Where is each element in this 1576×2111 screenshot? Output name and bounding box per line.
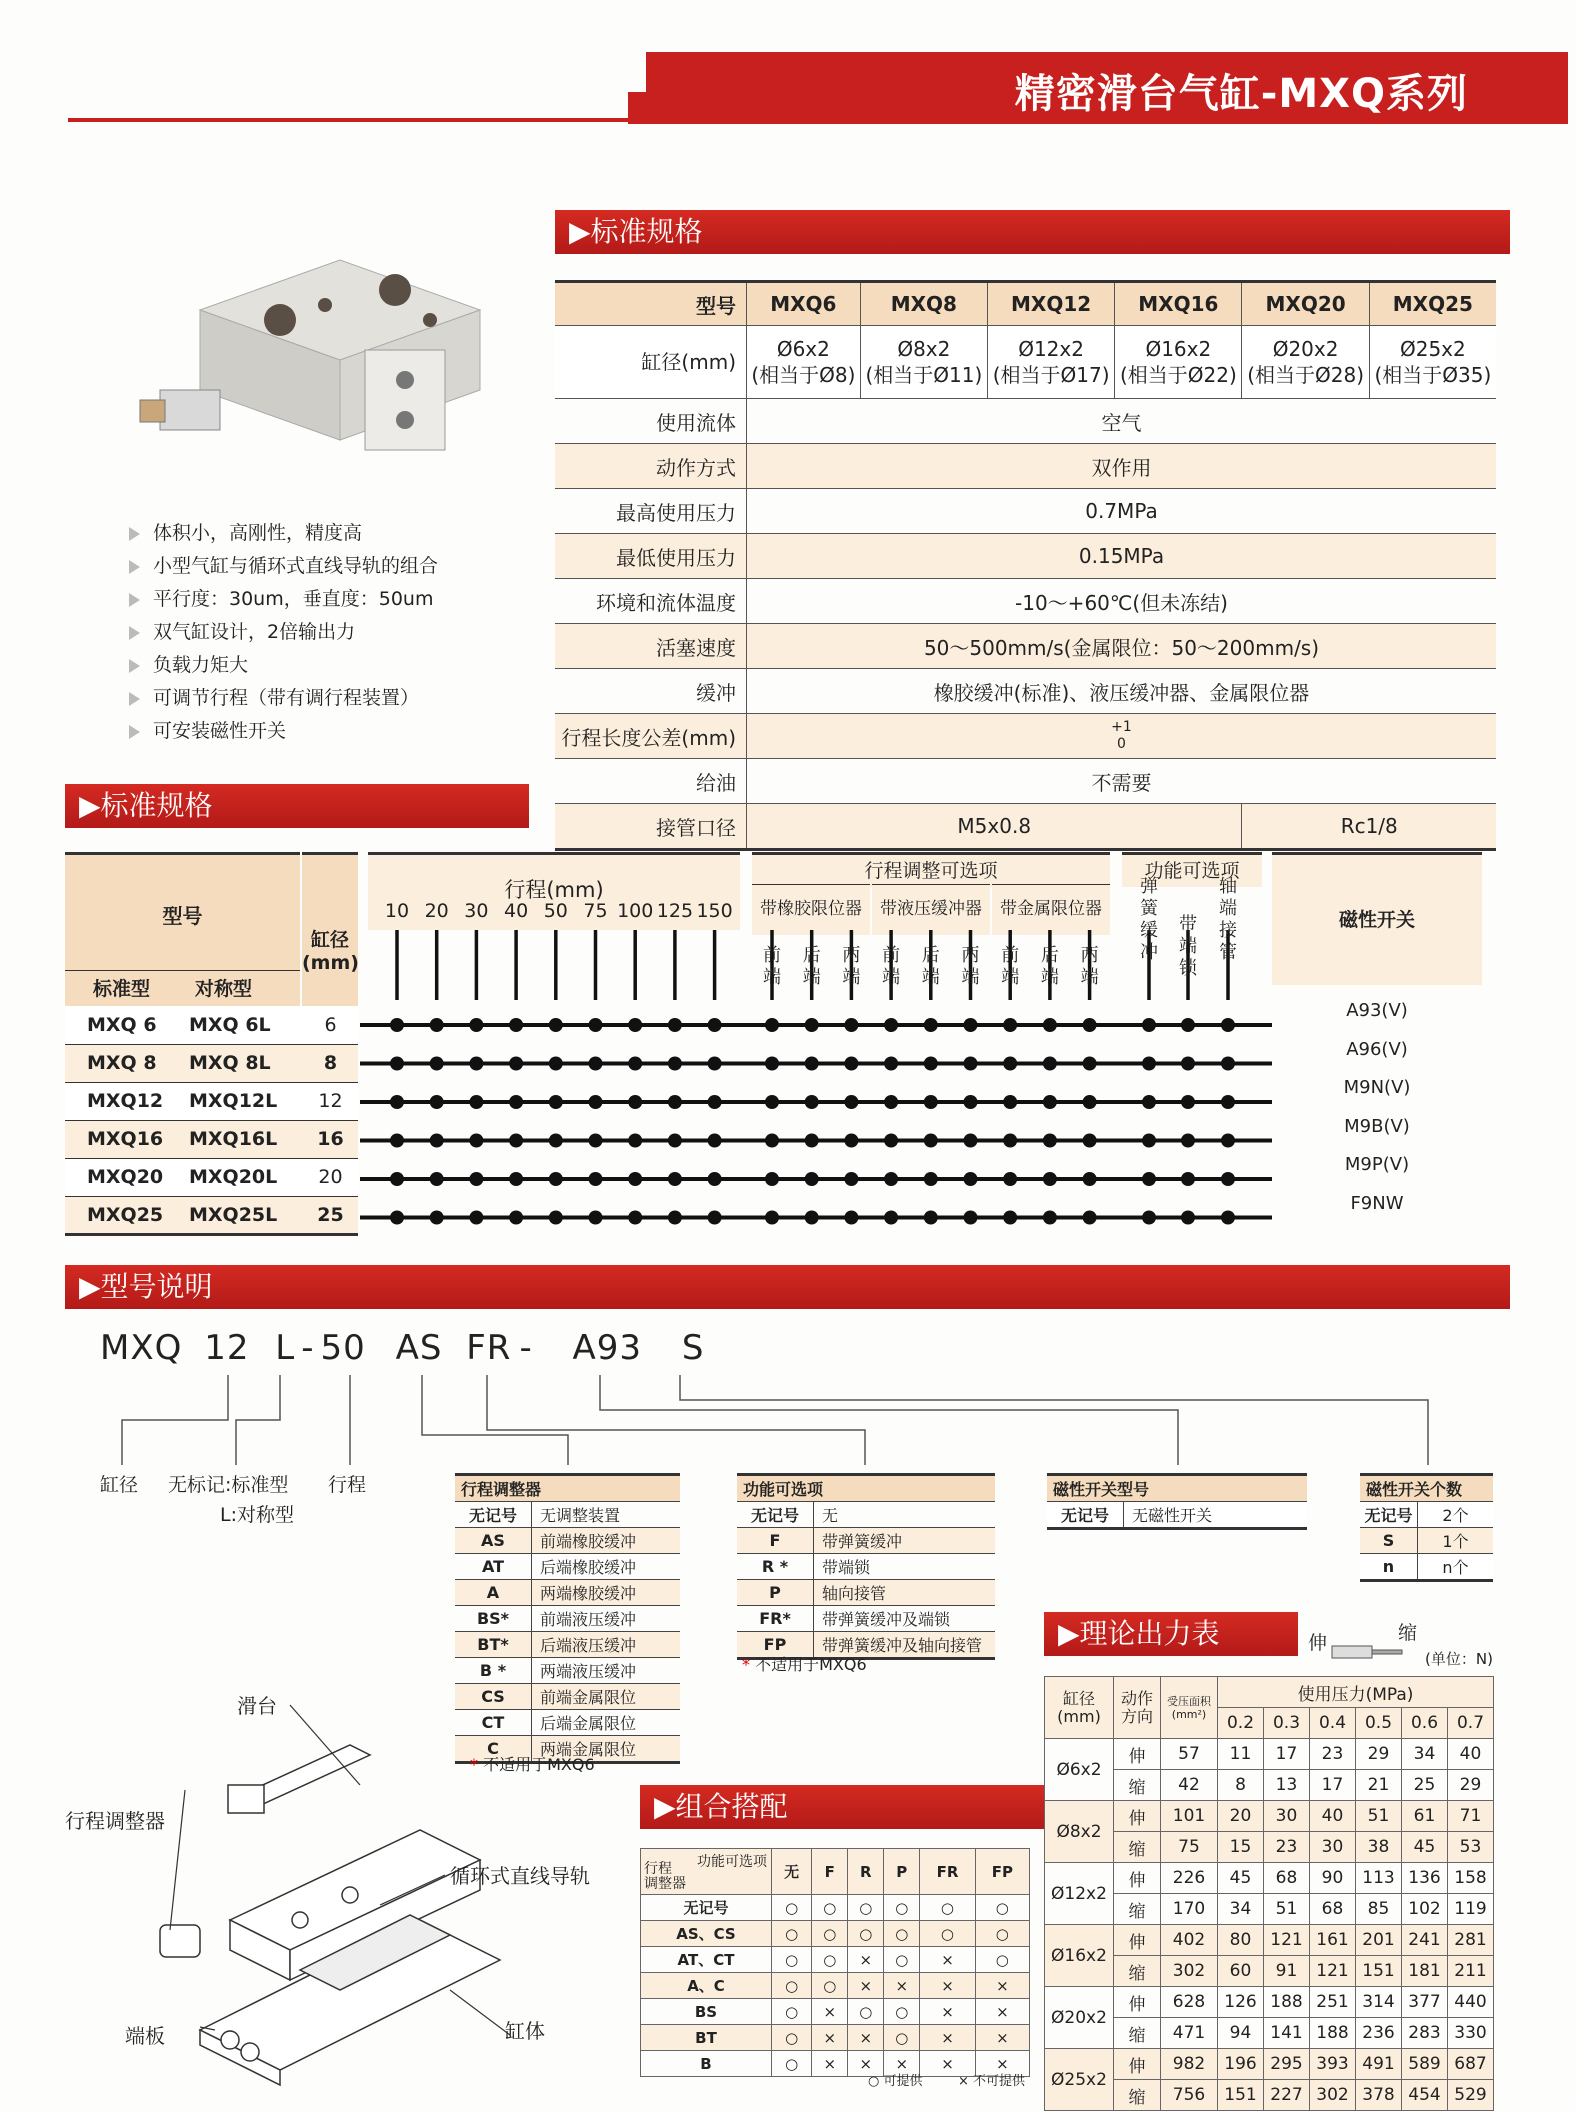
matrix-dot <box>884 1057 898 1071</box>
spec-bore: Ø16x2 (相当于Ø22) <box>1115 326 1242 399</box>
matrix-dot <box>549 1211 563 1225</box>
matrix-dot <box>1043 1172 1057 1186</box>
matrix-dot <box>708 1018 722 1032</box>
spec-row-value: 橡胶缓冲(标准)、液压缓冲器、金属限位器 <box>747 669 1497 714</box>
stroke-label: 10 <box>384 900 410 922</box>
matrix-dot <box>589 1095 603 1109</box>
adj-pos-label: 端 <box>921 967 940 988</box>
spec-model: MXQ6 <box>747 282 861 326</box>
func-label: 端 <box>1219 898 1237 919</box>
matrix-dot <box>469 1134 483 1148</box>
matrix-dot <box>1043 1018 1057 1032</box>
matrix-dot <box>805 1057 819 1071</box>
switch-item: M9P(V) <box>1344 1154 1410 1175</box>
stroke-label: 125 <box>656 900 694 922</box>
matrix-dot <box>628 1018 642 1032</box>
spec-bore: Ø12x2 (相当于Ø17) <box>987 326 1114 399</box>
spec-model: MXQ25 <box>1369 282 1496 326</box>
matrix-dot <box>884 1134 898 1148</box>
spec-row-value: 双作用 <box>747 444 1497 489</box>
adj-pos-label: 端 <box>842 967 861 988</box>
matrix-dot <box>1043 1095 1057 1109</box>
matrix-dot <box>1181 1018 1195 1032</box>
func-label: 管 <box>1219 942 1237 963</box>
combo-table: 功能可选项 行程 调整器 无 F R P FR FP 无记号 ○ ○ ○ ○ ○ ○ AS、CS ○ ○ ○ ○ ○ ○ AT、CT ○ ○ × ○ × ○ A、C ○ ○ × × × × BS ○ × ○ ○ × × BT ○ × × ○ × × B ○ × × × × × <box>640 1848 1030 2077</box>
matrix-dot <box>390 1134 404 1148</box>
matrix-dot <box>1142 1211 1156 1225</box>
feature-item: 可安装磁性开关 <box>125 715 545 748</box>
switch-list <box>1272 1000 1482 1231</box>
spec-port-small: M5x0.8 <box>747 804 1242 850</box>
matrix-dot <box>430 1095 444 1109</box>
matrix-dot <box>964 1057 978 1071</box>
matrix-func-header: 功能可选项 <box>1122 852 1262 887</box>
matrix-dot <box>964 1172 978 1186</box>
matrix-dot <box>589 1134 603 1148</box>
switch-item: A93(V) <box>1346 1000 1408 1021</box>
matrix-dot <box>844 1211 858 1225</box>
force-table: 缸径 (mm) 动作 方向 受压面积 (mm²) 使用压力(MPa) 0.2 0.3 0.4 0.5 0.6 0.7 Ø6x2 伸 57 11 17 23 29 34 40 缩 42 8 13 17 21 25 29 Ø8x2 伸 101 20 30 40 51 61 71 缩 75 15 23 30 38 45 53 Ø12x2 伸 226 45 68 90 113 136 158 缩 170 34 51 68 85 102 119 Ø16x2 伸 402 80 121 161 201 241 281 缩 302 60 91 121 151 181 211 Ø20x2 伸 628 126 188 251 314 377 440 缩 471 94 141 188 236 283 330 Ø25x2 伸 982 196 295 393 491 589 687 缩 756 151 227 302 378 454 529 <box>1044 1676 1494 2111</box>
adj-pos-label: 后 <box>1040 945 1059 966</box>
spec-model: MXQ16 <box>1115 282 1242 326</box>
matrix-dot <box>1083 1095 1097 1109</box>
func-label: 弹 <box>1140 876 1158 897</box>
matrix-dot <box>509 1134 523 1148</box>
matrix-dot <box>924 1211 938 1225</box>
spec-row-label: 活塞速度 <box>555 624 747 669</box>
feature-list <box>125 517 545 748</box>
matrix-dot <box>390 1211 404 1225</box>
matrix-adj-group: 带液压缓冲器 <box>872 884 990 935</box>
matrix-dot <box>589 1057 603 1071</box>
matrix-dot <box>1181 1095 1195 1109</box>
matrix-dot <box>509 1172 523 1186</box>
cylinder-icon <box>1330 1640 1410 1664</box>
matrix-dot <box>1181 1172 1195 1186</box>
matrix-dot <box>430 1057 444 1071</box>
matrix-dot <box>924 1018 938 1032</box>
matrix-dot <box>1221 1211 1235 1225</box>
spec-row-value: 空气 <box>747 399 1497 444</box>
feature-item: 小型气缸与循环式直线导轨的组合 <box>125 550 545 583</box>
feature-item: 平行度：30um，垂直度：50um <box>125 583 545 616</box>
matrix-dot <box>668 1211 682 1225</box>
spec-model: MXQ20 <box>1242 282 1369 326</box>
spec-row-value: 0.7MPa <box>747 489 1497 534</box>
stroke-label: 30 <box>464 900 489 922</box>
adj-pos-label: 端 <box>1001 967 1020 988</box>
matrix-dot <box>1142 1018 1156 1032</box>
matrix-dot <box>805 1211 819 1225</box>
stroke-label: 50 <box>543 900 568 922</box>
matrix-dot <box>509 1018 523 1032</box>
spec-row-label: 最低使用压力 <box>555 534 747 579</box>
product-photo <box>140 240 520 510</box>
combo-corner: 功能可选项 行程 调整器 <box>641 1849 772 1895</box>
matrix-dot <box>1142 1172 1156 1186</box>
label-end-plate: 端板 <box>125 2024 165 2048</box>
matrix-dot <box>469 1211 483 1225</box>
matrix-adj-group: 带金属限位器 <box>992 884 1110 935</box>
matrix-dot <box>765 1134 779 1148</box>
adj-pos-label: 端 <box>763 967 781 988</box>
matrix-dot <box>1221 1095 1235 1109</box>
matrix-dot <box>469 1018 483 1032</box>
matrix-type-header: 标准型 对称型 <box>65 970 300 1007</box>
matrix-dot <box>805 1172 819 1186</box>
switch-count-table: 磁性开关个数 无记号 2个 S 1个 n n个 <box>1360 1473 1493 1582</box>
spec-row-label: 环境和流体温度 <box>555 579 747 624</box>
spec-row-label: 动作方式 <box>555 444 747 489</box>
force-push-label: 伸 <box>1308 1632 1328 1654</box>
func-label: 锁 <box>1179 958 1197 979</box>
matrix-dot <box>1003 1018 1017 1032</box>
matrix-model-header: 型号 <box>65 852 300 973</box>
matrix-dot <box>1003 1172 1017 1186</box>
matrix-dot <box>628 1095 642 1109</box>
matrix-dot <box>430 1018 444 1032</box>
matrix-dot <box>1221 1134 1235 1148</box>
spec-table <box>555 280 1496 851</box>
switch-type-table: 磁性开关型号 无记号 无磁性开关 <box>1047 1473 1307 1530</box>
section-model-bar: ▶型号说明 <box>65 1265 1510 1309</box>
matrix-dot <box>549 1172 563 1186</box>
section-spec2-bar: ▶标准规格 <box>65 784 529 828</box>
matrix-adj-header: 行程调整可选项 <box>752 852 1110 887</box>
matrix-dot <box>844 1134 858 1148</box>
matrix-dot <box>589 1172 603 1186</box>
matrix-dot <box>1083 1018 1097 1032</box>
matrix-dot <box>469 1057 483 1071</box>
spec-row-label: 最高使用压力 <box>555 489 747 534</box>
matrix-dot <box>964 1095 978 1109</box>
feature-item: 双气缸设计，2倍输出力 <box>125 616 545 649</box>
matrix-dot <box>964 1018 978 1032</box>
adj-pos-label: 两 <box>961 945 980 966</box>
matrix-dot <box>430 1211 444 1225</box>
matrix-dot <box>1181 1134 1195 1148</box>
combo-legend-ng: × 不可提供 <box>958 2074 1026 2089</box>
matrix-dot <box>765 1057 779 1071</box>
label-body: 缸体 <box>505 2019 545 2043</box>
force-pull-label: 缩 <box>1398 1622 1418 1644</box>
matrix-dot <box>1043 1057 1057 1071</box>
matrix-dot <box>469 1172 483 1186</box>
matrix-dot <box>668 1095 682 1109</box>
matrix-dot <box>884 1172 898 1186</box>
function-note: * 不适用于MXQ6 <box>742 1655 867 1674</box>
spec-bore: Ø20x2 (相当于Ø28) <box>1242 326 1369 399</box>
label-guide: 循环式直线导轨 <box>450 1864 590 1888</box>
switch-item: M9N(V) <box>1343 1077 1411 1098</box>
matrix-dot <box>1083 1211 1097 1225</box>
matrix-dot <box>1221 1172 1235 1186</box>
adj-pos-label: 后 <box>802 945 821 966</box>
label-slide: 滑台 <box>237 1694 277 1718</box>
func-label: 簧 <box>1140 898 1158 919</box>
spec-model: MXQ8 <box>860 282 987 326</box>
matrix-dot <box>589 1018 603 1032</box>
matrix-dot <box>765 1172 779 1186</box>
matrix-dot <box>1003 1057 1017 1071</box>
spec-row-value: 不需要 <box>747 759 1497 804</box>
adj-pos-label: 端 <box>961 967 980 988</box>
matrix-dot <box>964 1211 978 1225</box>
func-label: 缓 <box>1140 920 1158 941</box>
matrix-dot <box>668 1172 682 1186</box>
matrix-dot <box>844 1172 858 1186</box>
spec-row-value: +1 0 <box>747 714 1497 759</box>
adj-pos-label: 两 <box>1080 945 1099 966</box>
note-stroke: 行程 <box>328 1474 367 1496</box>
stroke-label: 75 <box>583 900 608 922</box>
spec-port-large: Rc1/8 <box>1242 804 1496 850</box>
spec-header-label: 型号 <box>555 282 747 326</box>
matrix-dot <box>708 1095 722 1109</box>
matrix-dot <box>964 1134 978 1148</box>
switch-item: M9B(V) <box>1344 1115 1410 1137</box>
adj-pos-label: 端 <box>1080 967 1099 988</box>
matrix-dot <box>1142 1134 1156 1148</box>
matrix-model-table: MXQ 6 MXQ 6L 6 MXQ 8 MXQ 8L 8 MXQ12 MXQ12L 12 MXQ16 MXQ16L 16 MXQ20 MXQ20L 20 MXQ25 MXQ25L 25 <box>65 1006 358 1236</box>
matrix-dot <box>884 1018 898 1032</box>
matrix-dot <box>390 1057 404 1071</box>
matrix-dot <box>708 1172 722 1186</box>
page-title: 精密滑台气缸-MXQ系列 <box>1014 71 1468 117</box>
spec-bore: Ø8x2 (相当于Ø11) <box>860 326 987 399</box>
force-unit: (单位：N) <box>1425 1650 1493 1668</box>
matrix-dot <box>1221 1018 1235 1032</box>
spec-bore: Ø25x2 (相当于Ø35) <box>1369 326 1496 399</box>
matrix-adj-group: 带橡胶限位器 <box>752 884 870 935</box>
stroke-label: 40 <box>504 900 529 922</box>
spec-port-label: 接管口径 <box>555 804 747 850</box>
matrix-dot <box>549 1134 563 1148</box>
spec-row-label: 行程长度公差(mm) <box>555 714 747 759</box>
matrix-dot <box>1221 1057 1235 1071</box>
matrix-bore-header: 缸径 (mm) <box>302 852 358 1006</box>
adj-pos-label: 两 <box>842 945 861 966</box>
matrix-dot <box>708 1134 722 1148</box>
matrix-dot <box>765 1018 779 1032</box>
func-label: 接 <box>1219 920 1237 941</box>
matrix-dot <box>668 1057 682 1071</box>
matrix-dot <box>1142 1057 1156 1071</box>
matrix-dot <box>924 1134 938 1148</box>
matrix-dot <box>390 1172 404 1186</box>
adjuster-note: * 不适用于MXQ6 <box>470 1755 595 1774</box>
matrix-dot <box>1003 1134 1017 1148</box>
matrix-dot <box>708 1211 722 1225</box>
matrix-dot <box>549 1057 563 1071</box>
label-adjuster: 行程调整器 <box>65 1809 165 1833</box>
feature-item: 体积小，高刚性，精度高 <box>125 517 545 550</box>
adjuster-table: 行程调整器 无记号 无调整装置 AS 前端橡胶缓冲 AT 后端橡胶缓冲 A 两端橡胶缓冲 BS* 前端液压缓冲 BT* 后端液压缓冲 B * 两端液压缓冲 CS 前端金属限位 CT 后端金属限位 C 两端金属限位 <box>455 1473 680 1764</box>
matrix-dot <box>844 1095 858 1109</box>
matrix-dot <box>1043 1211 1057 1225</box>
matrix-dot <box>509 1095 523 1109</box>
matrix-dot <box>844 1057 858 1071</box>
combo-legend-ok: ○ 可提供 <box>868 2074 923 2089</box>
switch-item: A96(V) <box>1346 1038 1408 1060</box>
matrix-dot <box>884 1095 898 1109</box>
matrix-dot <box>390 1095 404 1109</box>
adj-pos-label: 前 <box>763 945 781 966</box>
matrix-dot <box>628 1172 642 1186</box>
matrix-dot <box>628 1134 642 1148</box>
section-spec-bar: ▶标准规格 <box>555 210 1510 254</box>
spec-row-label: 缓冲 <box>555 669 747 714</box>
matrix-dot <box>805 1095 819 1109</box>
matrix-dot <box>1083 1134 1097 1148</box>
function-table: 功能可选项 无记号 无 F 带弹簧缓冲 R * 带端锁 P 轴向接管 FR* 带弹簧缓冲及端锁 FP 带弹簧缓冲及轴向接管 <box>737 1473 995 1660</box>
matrix-dot <box>1181 1211 1195 1225</box>
matrix-dot <box>1181 1057 1195 1071</box>
matrix-stroke-header: 行程(mm) <box>368 852 740 930</box>
func-label: 端 <box>1179 936 1197 957</box>
matrix-dot <box>765 1211 779 1225</box>
matrix-dot <box>884 1211 898 1225</box>
matrix-dot <box>390 1018 404 1032</box>
note-type: 无标记:标准型 <box>168 1474 289 1496</box>
matrix-switch-header: 磁性开关 <box>1272 852 1482 985</box>
matrix-dot <box>1083 1057 1097 1071</box>
adj-pos-label: 前 <box>1001 945 1020 966</box>
stroke-label: 100 <box>617 900 654 922</box>
adj-pos-label: 端 <box>882 967 901 988</box>
matrix-dot <box>549 1018 563 1032</box>
matrix-dot <box>1142 1095 1156 1109</box>
stroke-label: 20 <box>424 900 449 922</box>
matrix-dot <box>1083 1172 1097 1186</box>
spec-bore: Ø6x2 (相当于Ø8) <box>747 326 861 399</box>
matrix-dot <box>549 1095 563 1109</box>
model-code: MXQ 12 L - 50 AS FR - A93 S <box>100 1328 705 1368</box>
section-combo-bar: ▶组合搭配 <box>640 1785 1044 1829</box>
matrix-dot <box>708 1057 722 1071</box>
matrix-dot <box>924 1057 938 1071</box>
spec-row-label: 给油 <box>555 759 747 804</box>
matrix-dot <box>430 1134 444 1148</box>
matrix-dot <box>628 1057 642 1071</box>
spec-row-value: 50～500mm/s(金属限位：50～200mm/s) <box>747 624 1497 669</box>
spec-bore-label: 缸径(mm) <box>555 326 747 399</box>
spec-row-label: 使用流体 <box>555 399 747 444</box>
switch-item: F9NW <box>1350 1192 1404 1214</box>
matrix-dot <box>469 1095 483 1109</box>
func-label: 冲 <box>1140 942 1158 963</box>
matrix-dot <box>1043 1134 1057 1148</box>
feature-item: 可调节行程（带有调行程装置） <box>125 682 545 715</box>
matrix-dot <box>844 1018 858 1032</box>
matrix-dot <box>805 1134 819 1148</box>
spec-row-value: 0.15MPa <box>747 534 1497 579</box>
matrix-dot <box>509 1211 523 1225</box>
stroke-label: 150 <box>696 900 733 922</box>
adj-pos-label: 后 <box>921 945 940 966</box>
note-type2: L:对称型 <box>220 1504 294 1526</box>
matrix-dot <box>628 1211 642 1225</box>
adj-pos-label: 端 <box>802 967 821 988</box>
matrix-dot <box>668 1018 682 1032</box>
matrix-dot <box>765 1095 779 1109</box>
matrix-dot <box>924 1095 938 1109</box>
spec-row-value: -10～+60℃(但未冻结) <box>747 579 1497 624</box>
matrix-dot <box>509 1057 523 1071</box>
matrix-dot <box>589 1211 603 1225</box>
matrix-dot <box>430 1172 444 1186</box>
feature-item: 负载力矩大 <box>125 649 545 682</box>
spec-model: MXQ12 <box>987 282 1114 326</box>
matrix-dot <box>1003 1095 1017 1109</box>
adj-pos-label: 端 <box>1040 967 1059 988</box>
note-bore: 缸径 <box>100 1474 139 1496</box>
func-label: 轴 <box>1219 876 1237 897</box>
matrix-dot <box>805 1018 819 1032</box>
func-label: 带 <box>1179 914 1197 935</box>
top-banner <box>68 52 1498 124</box>
section-force-bar: ▶理论出力表 <box>1044 1612 1298 1656</box>
adj-pos-label: 前 <box>882 945 901 966</box>
matrix-dot <box>924 1172 938 1186</box>
matrix-dot <box>668 1134 682 1148</box>
matrix-dot <box>1003 1211 1017 1225</box>
